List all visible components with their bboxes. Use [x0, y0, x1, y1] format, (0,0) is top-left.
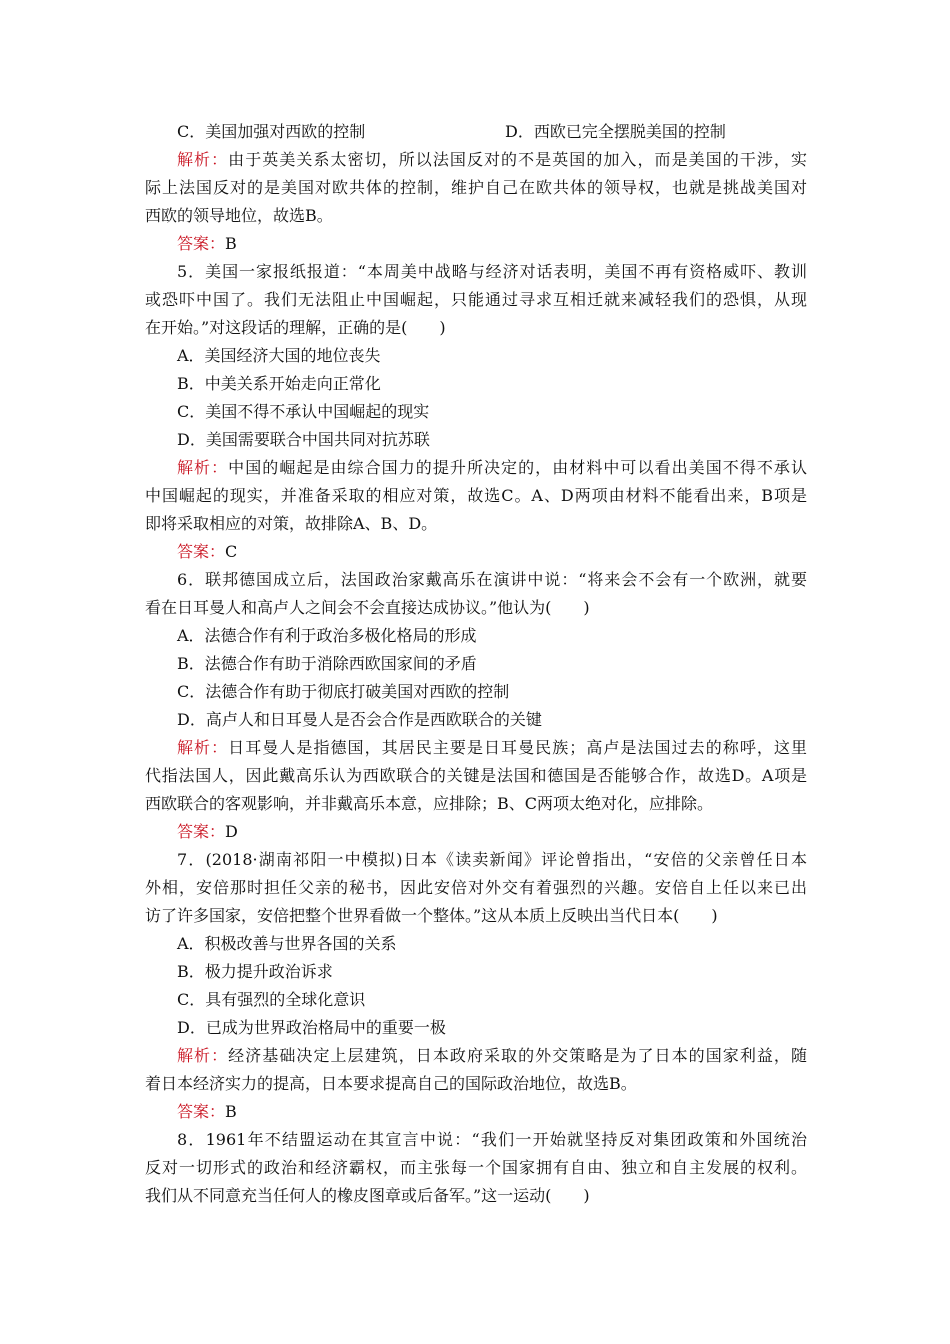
q6-option-c: C．法德合作有助于彻底打破美国对西欧的控制 [177, 682, 510, 701]
analysis-label: 解析： [177, 738, 229, 757]
q5-option-c: C．美国不得不承认中国崛起的现实 [177, 402, 430, 421]
q8-stem-line-1: 8．1961年不结盟运动在其宣言中说：“我们一开始就坚持反对集团政策和外国统治 [177, 1130, 807, 1149]
q7-option-c: C．具有强烈的全球化意识 [177, 990, 366, 1009]
q5-analysis-line-1: 解析：中国的崛起是由综合国力的提升所决定的，由材料中可以看出美国不得不承认 [177, 458, 807, 477]
q7-option-d: D．已成为世界政治格局中的重要一极 [177, 1018, 446, 1037]
q4-analysis-line-1: 解析：由于英美关系太密切，所以法国反对的不是英国的加入，而是美国的干涉，实 [177, 150, 807, 169]
answer-label: 答案： [177, 1102, 226, 1121]
q6-stem-line-2: 看在日耳曼人和高卢人之间会不会直接达成协议。”他认为( ) [145, 598, 590, 617]
analysis-label: 解析： [177, 458, 229, 477]
q6-answer: 答案：D [177, 822, 238, 841]
q5-answer: 答案：C [177, 542, 238, 561]
q7-answer: 答案：B [177, 1102, 237, 1121]
q7-option-b: B．极力提升政治诉求 [177, 962, 333, 981]
analysis-label: 解析： [177, 1046, 229, 1065]
q4-analysis-line-3: 西欧的领导地位，故选B。 [145, 206, 333, 225]
q5-analysis-line-2: 中国崛起的现实，并准备采取的相应对策，故选C。A、D两项由材料不能看出来，B项是 [145, 486, 807, 505]
q4-option-d: D．西欧已完全摆脱美国的控制 [505, 122, 726, 141]
q7-analysis-line-2: 着日本经济实力的提高，日本要求提高自己的国际政治地位，故选B。 [145, 1074, 637, 1093]
q5-option-a: A．美国经济大国的地位丧失 [177, 346, 381, 365]
q4-answer: 答案：B [177, 234, 237, 253]
answer-label: 答案： [177, 822, 226, 841]
analysis-label: 解析： [177, 150, 229, 169]
answer-label: 答案： [177, 542, 226, 561]
q6-option-d: D．高卢人和日耳曼人是否会合作是西欧联合的关键 [177, 710, 542, 729]
q6-option-b: B．法德合作有助于消除西欧国家间的矛盾 [177, 654, 477, 673]
q7-stem-line-3: 访了许多国家，安倍把整个世界看做一个整体。”这从本质上反映出当代日本( ) [145, 906, 718, 925]
q7-analysis-line-1: 解析：经济基础决定上层建筑，日本政府采取的外交策略是为了日本的国家利益，随 [177, 1046, 807, 1065]
q5-analysis-line-3: 即将采取相应的对策，故排除A、B、D。 [145, 514, 438, 533]
q7-option-a: A．积极改善与世界各国的关系 [177, 934, 397, 953]
q5-option-d: D．美国需要联合中国共同对抗苏联 [177, 430, 430, 449]
q8-stem-line-3: 我们从不同意充当任何人的橡皮图章或后备军。”这一运动( ) [145, 1186, 590, 1205]
q5-stem-line-3: 在开始。”对这段话的理解，正确的是( ) [145, 318, 446, 337]
q4-option-c: C．美国加强对西欧的控制 [177, 122, 366, 141]
q7-stem-line-1: 7．(2018·湖南祁阳一中模拟)日本《读卖新闻》评论曾指出，“安倍的父亲曾任日本 [177, 850, 807, 869]
q5-stem-line-1: 5．美国一家报纸报道：“本周美中战略与经济对话表明，美国不再有资格威吓、教训 [177, 262, 807, 281]
q6-stem-line-1: 6．联邦德国成立后，法国政治家戴高乐在演讲中说：“将来会不会有一个欧洲，就要 [177, 570, 807, 589]
q6-analysis-line-2: 代指法国人，因此戴高乐认为西欧联合的关键是法国和德国是否能够合作，故选D。A项是 [145, 766, 807, 785]
answer-label: 答案： [177, 234, 226, 253]
q6-analysis-line-1: 解析：日耳曼人是指德国，其居民主要是日耳曼民族；高卢是法国过去的称呼，这里 [177, 738, 807, 757]
q5-stem-line-2: 或恐吓中国了。我们无法阻止中国崛起，只能通过寻求互相迁就来减轻我们的恐惧，从现 [145, 290, 807, 309]
q8-stem-line-2: 反对一切形式的政治和经济霸权，而主张每一个国家拥有自由、独立和自主发展的权利。 [145, 1158, 807, 1177]
q5-option-b: B．中美关系开始走向正常化 [177, 374, 381, 393]
q6-option-a: A．法德合作有利于政治多极化格局的形成 [177, 626, 477, 645]
q6-analysis-line-3: 西欧联合的客观影响，并非戴高乐本意，应排除；B、C两项太绝对化，应排除。 [145, 794, 714, 813]
q4-analysis-line-2: 际上法国反对的是美国对欧共体的控制，维护自己在欧共体的领导权，也就是挑战美国对 [145, 178, 807, 197]
q7-stem-line-2: 外相，安倍那时担任父亲的秘书，因此安倍对外交有着强烈的兴趣。安倍自上任以来已出 [145, 878, 807, 897]
